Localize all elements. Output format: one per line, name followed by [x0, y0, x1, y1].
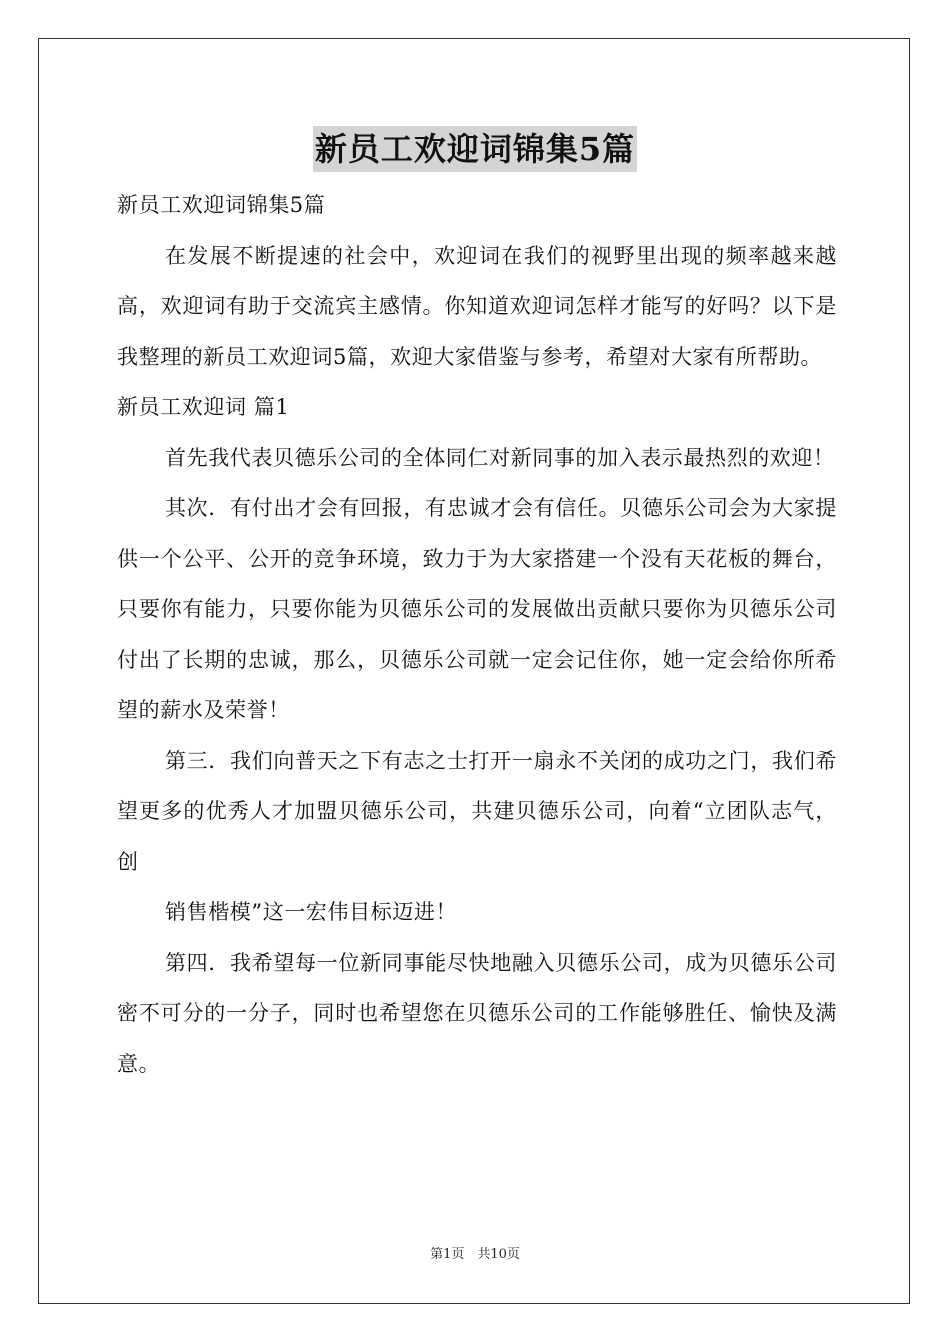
body-paragraph-third-continued: 销售楷模”这一宏伟目标迈进！ — [165, 900, 458, 924]
intro-paragraph: 在发展不断提速的社会中，欢迎词在我们的视野里出现的频率越来越高，欢迎词有助于交流宾主感情。你知道欢迎词怎样才能写的好吗？以下是我整理的新员工欢迎词5篇，欢迎大家借鉴与参考，希望对大家有所帮助。 — [117, 243, 837, 369]
body-paragraph-second: 其次．有付出才会有回报，有忠诚才会有信任。贝德乐公司会为大家提供一个公平、公开的竞争环境，致力于为大家搭建一个没有天花板的舞台，只要你有能力，只要你能为贝德乐公司的发展做出贡献只要你为贝德乐公司付出了长期的忠诚，那么，贝德乐公司就一定会记住你，她一定会给你所希望的薪水及荣誉！ — [117, 496, 837, 722]
page-footer: 第1页 共10页 — [430, 1247, 520, 1262]
body-paragraph-third: 第三．我们向普天之下有志之士打开一扇永不关闭的成功之门，我们希望更多的优秀人才加盟贝德乐公司，共建贝德乐公司，向着“立团队志气，创 — [117, 748, 837, 874]
document-title: 新员工欢迎词锦集5篇 — [313, 126, 637, 172]
title-container — [0, 126, 950, 172]
section-heading: 新员工欢迎词 篇1 — [117, 395, 290, 419]
body-paragraph-welcome: 首先我代表贝德乐公司的全体同仁对新同事的加入表示最热烈的欢迎！ — [165, 445, 835, 470]
body-paragraph-fourth: 第四．我希望每一位新同事能尽快地融入贝德乐公司，成为贝德乐公司密不可分的一分子，同时也希望您在贝德乐公司的工作能够胜任、愉快及满意。 — [117, 950, 837, 1076]
document-subtitle: 新员工欢迎词锦集5篇 — [117, 193, 326, 217]
document-body — [117, 180, 837, 1089]
